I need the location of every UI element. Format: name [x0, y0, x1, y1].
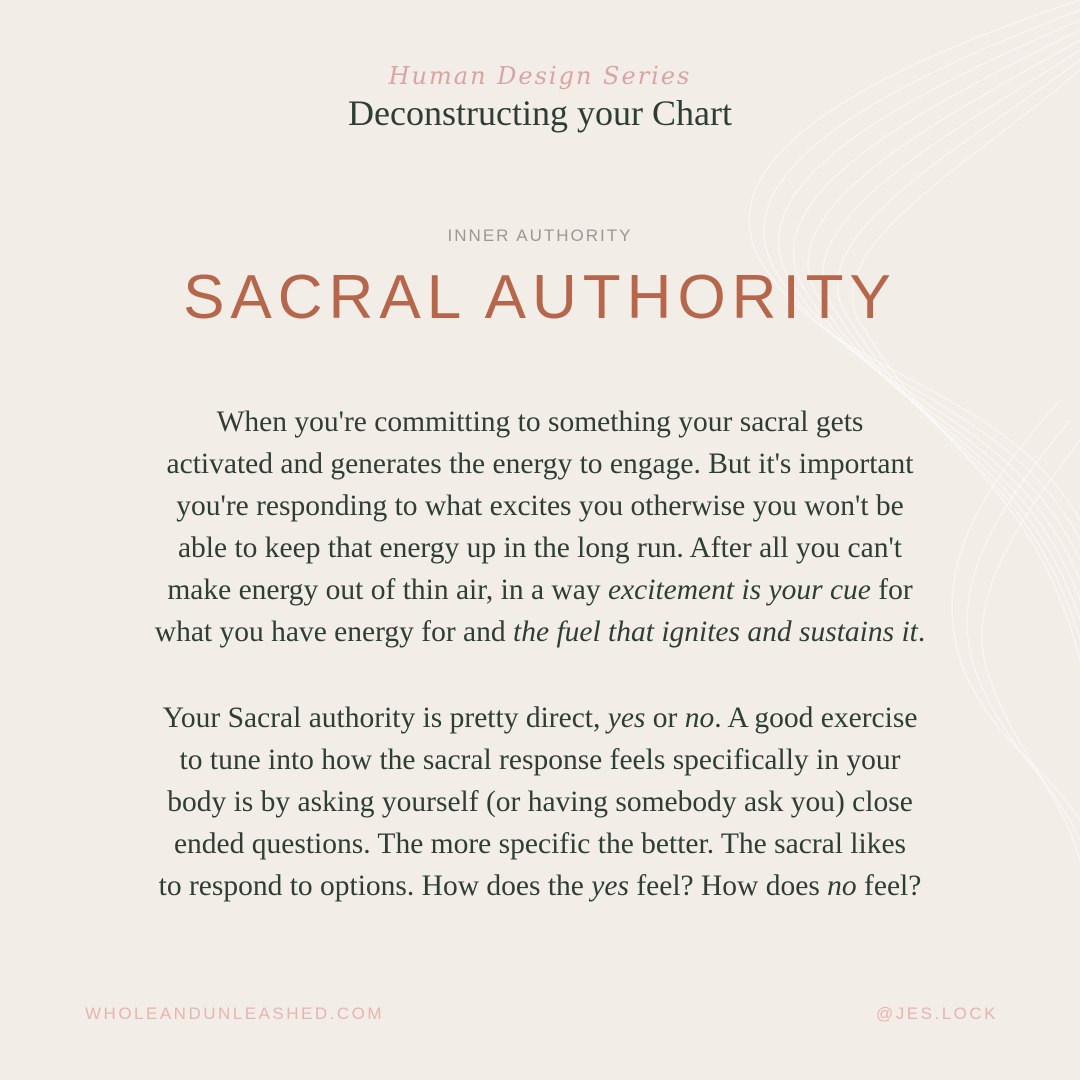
paragraph-line: [90, 697, 990, 739]
paragraph-line: activated and generates the energy to engage. But it's important: [166, 448, 914, 480]
page-title: Deconstructing your Chart: [348, 93, 732, 133]
paragraph-line: [90, 569, 990, 611]
paragraph-line: When you're committing to something your sacral gets: [216, 406, 864, 438]
paragraph-line: body is by asking yourself (or having somebody ask you) close: [167, 786, 913, 818]
emphasis-text: the fuel that ignites and sustains it: [513, 616, 918, 648]
paragraph-line: you're responding to what excites you otherwise you won't be: [176, 490, 904, 522]
series-label: Human Design Series: [388, 62, 692, 90]
paragraph-line: [90, 611, 990, 653]
emphasis-text: no: [684, 702, 715, 734]
emphasis-text: yes: [607, 702, 646, 734]
text-run: to respond to options. How does the: [158, 870, 592, 902]
text-run: Your Sacral authority is pretty direct,: [162, 702, 608, 734]
text-run: make energy out of thin air, in a way: [167, 574, 608, 606]
paragraph-sacral-energy: [90, 401, 990, 653]
section-eyebrow: INNER AUTHORITY: [447, 226, 633, 245]
text-run: or: [645, 702, 685, 734]
paragraph-line: to tune into how the sacral response feels specifically in your: [179, 744, 901, 776]
text-run: feel?: [856, 870, 922, 902]
text-run: . A good exercise: [714, 702, 918, 734]
text-run: for: [870, 574, 913, 606]
emphasis-text: yes: [591, 870, 629, 902]
paragraph-sacral-exercise: [90, 697, 990, 907]
emphasis-text: no: [827, 870, 857, 902]
paragraph-line: ended questions. The more specific the better. The sacral likes: [173, 828, 907, 860]
website-link[interactable]: WHOLEANDUNLEASHED.COM: [85, 1004, 385, 1023]
text-run: what you have energy for and: [154, 616, 514, 648]
text-run: .: [917, 616, 926, 648]
paragraph-line: [90, 865, 990, 907]
text-run: feel? How does: [628, 870, 828, 902]
paragraph-line: able to keep that energy up in the long run. After all you can't: [177, 532, 903, 564]
section-headline: SACRAL AUTHORITY: [183, 263, 897, 332]
social-handle[interactable]: @JES.LOCK: [876, 1004, 998, 1023]
emphasis-text: excitement is your cue: [607, 574, 871, 606]
